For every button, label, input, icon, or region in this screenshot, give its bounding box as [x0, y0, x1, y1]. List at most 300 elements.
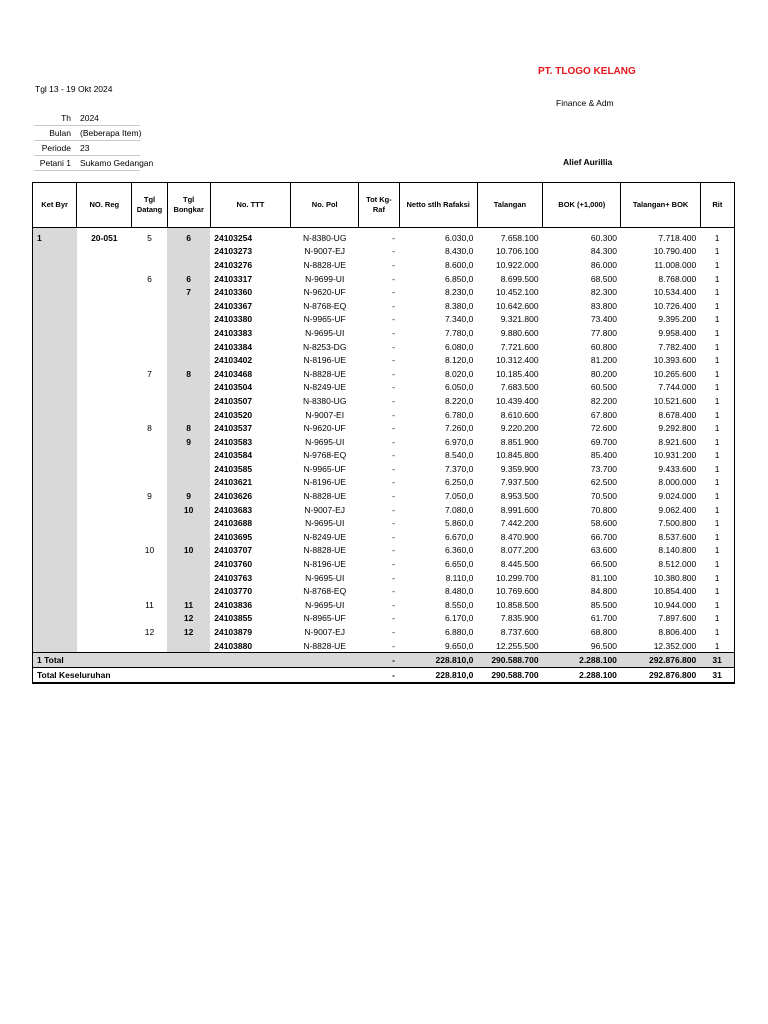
rit-cell: 1 [700, 367, 734, 381]
rit-cell: 1 [700, 394, 734, 408]
tot-kg-cell: - [392, 572, 395, 583]
netto-cell: 6.250,0 [444, 477, 474, 488]
talangan-bok-cell: 9.395.200 [658, 314, 697, 325]
no-ttt-cell: 24103504 [214, 382, 253, 393]
bok-cell: 60.800 [590, 341, 617, 352]
rit-cell: 1 [700, 625, 734, 639]
no-reg-cell [77, 326, 132, 340]
table-row [33, 394, 735, 408]
tot-kg-cell: - [392, 599, 395, 610]
table-row [33, 571, 735, 585]
talangan-bok-cell: 12.352.000 [653, 640, 697, 651]
bok-cell: 86.000 [590, 259, 617, 270]
no-reg-cell [77, 544, 132, 558]
tgl-datang-cell: 11 [145, 599, 154, 610]
no-ttt-cell: 24103584 [214, 450, 253, 461]
tgl-bongkar-cell [167, 476, 210, 490]
talangan-bok-cell: 9.433.600 [658, 463, 697, 474]
bok-cell: 68.500 [590, 273, 617, 284]
bok-cell: 85.500 [590, 599, 617, 610]
no-reg-cell [77, 435, 132, 449]
talangan-bok-cell: 7.897.600 [658, 613, 697, 624]
tgl-datang-cell: 5 [147, 232, 152, 243]
grand-total-label: Total Keseluruhan [33, 668, 359, 683]
tgl-bongkar-cell [167, 326, 210, 340]
subtotal-bok: 2.288.100 [543, 653, 621, 668]
netto-cell: 8.380,0 [444, 300, 474, 311]
tgl-bongkar-cell [167, 299, 210, 313]
table-row [33, 408, 735, 422]
talangan-bok-cell: 10.790.400 [653, 246, 697, 257]
filter-value[interactable]: 2024 [75, 111, 140, 126]
grand-total-rit: 31 [700, 668, 734, 683]
subtotal-row [33, 653, 735, 668]
talangan-bok-cell: 10.393.600 [653, 355, 697, 366]
tgl-bongkar-cell [167, 313, 210, 327]
tgl-datang-cell: 12 [144, 627, 155, 638]
no-ttt-cell: 24103317 [214, 273, 253, 284]
tgl-bongkar-cell [167, 353, 210, 367]
no-pol-cell: N-8965-UF [303, 613, 346, 624]
rit-cell: 1 [700, 381, 734, 395]
column-header: No. TTT [210, 183, 290, 228]
table-row [33, 381, 735, 395]
netto-cell: 9.650,0 [444, 640, 474, 651]
talangan-bok-cell: 10.726.400 [653, 300, 697, 311]
tgl-bongkar-cell [167, 584, 210, 598]
company-name: PT. TLOGO KELANG [538, 66, 636, 77]
no-pol-cell: N-9620-UF [303, 287, 346, 298]
netto-cell: 8.020,0 [444, 368, 474, 379]
ket-byr-cell [33, 394, 77, 408]
talangan-bok-cell: 8.806.400 [658, 627, 697, 638]
no-pol-cell: N-8249-UE [303, 382, 346, 393]
table-row [33, 258, 735, 272]
tgl-datang-cell [132, 326, 167, 340]
talangan-cell: 8.991.600 [500, 504, 539, 515]
netto-cell: 8.230,0 [444, 287, 474, 298]
talangan-cell: 7.442.200 [500, 518, 539, 529]
bok-cell: 66.700 [590, 531, 617, 542]
subtotal-netto: 228.810,0 [399, 653, 477, 668]
tgl-datang-cell [132, 503, 167, 517]
talangan-cell: 10.845.800 [496, 450, 539, 461]
bok-cell: 82.300 [590, 287, 617, 298]
rit-cell: 1 [700, 340, 734, 354]
no-reg-cell [77, 462, 132, 476]
netto-cell: 5.860,0 [444, 518, 474, 529]
bok-cell: 83.800 [590, 300, 617, 311]
rit-cell: 1 [700, 408, 734, 422]
talangan-cell: 10.642.600 [496, 300, 539, 311]
ket-byr-cell [33, 313, 77, 327]
table-row [33, 476, 735, 490]
no-ttt-cell: 24103380 [214, 314, 253, 325]
ket-byr-cell [33, 639, 77, 653]
no-ttt-cell: 24103688 [214, 518, 253, 529]
table-row [33, 272, 735, 286]
ket-byr-cell [33, 367, 77, 381]
netto-cell: 7.340,0 [444, 314, 474, 325]
tgl-bongkar-cell: 12 [167, 612, 210, 626]
talangan-bok-cell: 7.744.000 [658, 382, 697, 393]
netto-cell: 6.780,0 [444, 409, 474, 420]
no-ttt-cell: 24103583 [214, 436, 253, 447]
ket-byr-cell [33, 625, 77, 639]
tgl-bongkar-cell [167, 557, 210, 571]
no-reg-cell [77, 612, 132, 626]
talangan-cell: 8.699.500 [500, 273, 539, 284]
no-ttt-cell: 24103760 [214, 559, 253, 570]
rit-cell: 1 [700, 476, 734, 490]
talangan-cell: 8.610.600 [500, 409, 539, 420]
rit-cell: 1 [700, 462, 734, 476]
no-ttt-cell: 24103276 [214, 259, 253, 270]
tgl-datang-cell [132, 516, 167, 530]
bok-cell: 69.700 [590, 436, 617, 447]
filter-block [34, 111, 154, 171]
ket-byr-cell [33, 285, 77, 299]
tgl-datang-cell [132, 340, 167, 354]
tgl-bongkar-cell [167, 340, 210, 354]
subtotal-label: 1 Total [33, 653, 359, 668]
tgl-datang-cell: 7 [147, 368, 152, 379]
bok-cell: 70.500 [590, 491, 617, 502]
rit-cell: 1 [700, 612, 734, 626]
bok-cell: 77.800 [590, 327, 617, 338]
table-row [33, 625, 735, 639]
talangan-bok-cell: 8.768.000 [658, 273, 697, 284]
talangan-cell: 10.706.100 [496, 246, 539, 257]
filter-row-period [34, 141, 140, 156]
column-header: Talangan [477, 183, 542, 228]
talangan-bok-cell: 9.062.400 [658, 504, 697, 515]
tgl-bongkar-cell: 9 [167, 489, 210, 503]
ket-byr-cell [33, 258, 77, 272]
ket-byr-cell: 1 [33, 228, 77, 245]
ket-byr-cell [33, 516, 77, 530]
ket-byr-cell [33, 381, 77, 395]
tot-kg-cell: - [392, 504, 395, 515]
ket-byr-cell [33, 299, 77, 313]
tot-kg-cell: - [392, 627, 395, 638]
no-pol-cell: N-9965-UF [303, 314, 346, 325]
talangan-bok-cell: 8.537.600 [658, 531, 697, 542]
tot-kg-cell: - [392, 640, 395, 651]
bok-cell: 84.300 [590, 246, 617, 257]
tot-kg-cell: - [392, 382, 395, 393]
no-reg-cell [77, 299, 132, 313]
talangan-bok-cell: 9.958.400 [658, 327, 697, 338]
column-header: Tot Kg-Raf [359, 183, 399, 228]
tgl-datang-cell [132, 571, 167, 585]
tot-kg-cell: - [392, 259, 395, 270]
rit-cell: 1 [700, 544, 734, 558]
no-ttt-cell: 24103273 [214, 246, 253, 257]
talangan-bok-cell: 11.008.000 [654, 259, 697, 270]
talangan-bok-cell: 10.944.000 [653, 599, 697, 610]
tot-kg-cell: - [392, 477, 395, 488]
no-reg-cell [77, 476, 132, 490]
no-reg-cell [77, 272, 132, 286]
rit-cell: 1 [700, 503, 734, 517]
no-ttt-cell: 24103880 [214, 640, 253, 651]
no-ttt-cell: 24103695 [214, 531, 253, 542]
ket-byr-cell [33, 435, 77, 449]
tot-kg-cell: - [392, 463, 395, 474]
ket-byr-cell [33, 449, 77, 463]
bok-cell: 67.800 [590, 409, 617, 420]
tgl-datang-cell [132, 394, 167, 408]
bok-cell: 81.200 [590, 355, 617, 366]
table-row [33, 462, 735, 476]
grand-total-bok: 2.288.100 [543, 668, 621, 683]
ket-byr-cell [33, 571, 77, 585]
no-ttt-cell: 24103836 [214, 599, 253, 610]
tot-kg-cell: - [392, 273, 395, 284]
column-header: NO. Reg [77, 183, 132, 228]
no-reg-cell [77, 625, 132, 639]
payment-table [32, 182, 735, 684]
talangan-cell: 10.858.500 [496, 599, 539, 610]
ket-byr-cell [33, 421, 77, 435]
ket-byr-cell [33, 612, 77, 626]
no-ttt-cell: 24103520 [214, 409, 253, 420]
rit-cell: 1 [700, 272, 734, 286]
no-ttt-cell: 24103626 [214, 491, 253, 502]
department-label: Finance & Adm [556, 98, 614, 108]
no-ttt-cell: 24103367 [214, 300, 253, 311]
bok-cell: 81.100 [590, 572, 617, 583]
no-reg-cell [77, 313, 132, 327]
talangan-bok-cell: 10.380.800 [653, 572, 697, 583]
grand-total-talangan-bok: 292.876.800 [621, 668, 700, 683]
no-ttt-cell: 24103763 [214, 572, 253, 583]
ket-byr-cell [33, 272, 77, 286]
rit-cell: 1 [700, 530, 734, 544]
rit-cell: 1 [700, 245, 734, 259]
column-header: No. Pol [291, 183, 359, 228]
talangan-cell: 9.359.900 [500, 463, 539, 474]
no-pol-cell: N-9007-EJ [304, 504, 346, 515]
talangan-bok-cell: 10.265.600 [653, 368, 697, 379]
tgl-bongkar-cell [167, 516, 210, 530]
talangan-bok-cell: 8.512.000 [658, 559, 697, 570]
rit-cell: 1 [700, 516, 734, 530]
subtotal-rit: 31 [700, 653, 734, 668]
tgl-bongkar-cell: 10 [167, 544, 210, 558]
column-header: Talangan+ BOK [621, 183, 700, 228]
no-ttt-cell: 24103468 [214, 368, 253, 379]
talangan-cell: 8.851.900 [500, 436, 539, 447]
talangan-bok-cell: 10.854.400 [653, 586, 697, 597]
bok-cell: 58.600 [590, 518, 617, 529]
tgl-datang-cell [132, 435, 167, 449]
ket-byr-cell [33, 530, 77, 544]
column-header: Rit [700, 183, 734, 228]
no-pol-cell: N-8380-UG [302, 395, 347, 406]
netto-cell: 8.480,0 [444, 586, 474, 597]
bok-cell: 82.200 [590, 395, 617, 406]
talangan-bok-cell: 9.292.800 [658, 423, 697, 434]
netto-cell: 7.050,0 [444, 491, 474, 502]
table-header [33, 183, 735, 228]
ket-byr-cell [33, 544, 77, 558]
tgl-datang-cell [132, 612, 167, 626]
talangan-bok-cell: 10.931.200 [653, 450, 697, 461]
table-row [33, 584, 735, 598]
no-reg-cell [77, 557, 132, 571]
tgl-bongkar-cell: 8 [167, 421, 210, 435]
table-row [33, 353, 735, 367]
tot-kg-cell: - [392, 559, 395, 570]
tgl-datang-cell [132, 408, 167, 422]
tgl-datang-cell [132, 285, 167, 299]
no-reg-cell [77, 353, 132, 367]
talangan-cell: 10.452.100 [496, 287, 539, 298]
talangan-bok-cell: 7.782.400 [658, 341, 697, 352]
filter-label: Th [34, 111, 75, 126]
talangan-bok-cell: 8.921.600 [658, 436, 697, 447]
bok-cell: 80.200 [590, 368, 617, 379]
table-row [33, 228, 735, 245]
no-pol-cell: N-8196-UE [303, 477, 346, 488]
bok-cell: 60.500 [590, 382, 617, 393]
ket-byr-cell [33, 340, 77, 354]
no-ttt-cell: 24103360 [214, 287, 253, 298]
tgl-datang-cell [132, 476, 167, 490]
no-pol-cell: N-9620-UF [303, 423, 346, 434]
talangan-cell: 7.937.500 [500, 477, 539, 488]
tgl-bongkar-cell [167, 258, 210, 272]
tgl-datang-cell: 8 [147, 423, 152, 434]
tot-kg-cell: - [392, 395, 395, 406]
filter-value[interactable]: Sukamo Gedangan [75, 156, 140, 171]
tgl-datang-cell [132, 462, 167, 476]
tot-kg-cell: - [392, 341, 395, 352]
bok-cell: 62.500 [590, 477, 617, 488]
column-header: BOK (+1,000) [543, 183, 621, 228]
netto-cell: 6.170,0 [444, 613, 474, 624]
talangan-bok-cell: 9.024.000 [658, 491, 697, 502]
tgl-datang-cell [132, 557, 167, 571]
netto-cell: 7.780,0 [444, 327, 474, 338]
tot-kg-cell: - [392, 327, 395, 338]
no-ttt-cell: 24103770 [214, 586, 253, 597]
filter-value[interactable]: 23 [75, 141, 140, 156]
tgl-datang-cell: 10 [144, 545, 155, 556]
no-ttt-cell: 24103383 [214, 327, 253, 338]
subtotal-talangan: 290.588.700 [477, 653, 542, 668]
ket-byr-cell [33, 584, 77, 598]
rit-cell: 1 [700, 326, 734, 340]
no-reg-cell [77, 285, 132, 299]
no-pol-cell: N-9695-UI [305, 599, 345, 610]
tgl-bongkar-cell [167, 394, 210, 408]
filter-value[interactable]: (Beberapa Item) [75, 126, 140, 141]
rit-cell: 1 [700, 598, 734, 612]
no-reg-cell [77, 408, 132, 422]
rit-cell: 1 [700, 557, 734, 571]
tot-kg-cell: - [392, 518, 395, 529]
bok-cell: 68.800 [590, 627, 617, 638]
netto-cell: 6.080,0 [444, 341, 474, 352]
filter-label: Periode [34, 141, 75, 156]
tot-kg-cell: - [392, 586, 395, 597]
netto-cell: 6.880,0 [444, 627, 474, 638]
filter-row-month [34, 126, 140, 141]
no-reg-cell [77, 530, 132, 544]
talangan-cell: 12.255.500 [496, 640, 539, 651]
ket-byr-cell [33, 408, 77, 422]
tot-kg-cell: - [392, 409, 395, 420]
no-pol-cell: N-8196-UE [303, 355, 346, 366]
no-pol-cell: N-9007-EJ [304, 627, 346, 638]
rit-cell: 1 [700, 584, 734, 598]
netto-cell: 8.220,0 [444, 395, 474, 406]
netto-cell: 8.540,0 [444, 450, 474, 461]
tot-kg-cell: - [392, 368, 395, 379]
netto-cell: 6.650,0 [444, 559, 474, 570]
netto-cell: 6.670,0 [444, 531, 474, 542]
tot-kg-cell: - [392, 300, 395, 311]
ket-byr-cell [33, 326, 77, 340]
grand-total-talangan: 290.588.700 [477, 668, 542, 683]
rit-cell: 1 [700, 489, 734, 503]
table-row [33, 285, 735, 299]
talangan-bok-cell: 8.140.800 [658, 545, 697, 556]
tgl-bongkar-cell: 9 [167, 435, 210, 449]
talangan-cell: 8.445.500 [500, 559, 539, 570]
netto-cell: 8.550,0 [444, 599, 474, 610]
no-pol-cell: N-8380-UG [302, 232, 347, 243]
subtotal-talangan-bok: 292.876.800 [621, 653, 700, 668]
talangan-bok-cell: 8.000.000 [658, 477, 697, 488]
table-row [33, 544, 735, 558]
column-header: Tgl Bongkar [167, 183, 210, 228]
talangan-cell: 9.220.200 [500, 423, 539, 434]
no-ttt-cell: 24103879 [214, 627, 253, 638]
no-ttt-cell: 24103402 [214, 355, 253, 366]
ket-byr-cell [33, 503, 77, 517]
tot-kg-cell: - [392, 232, 395, 243]
netto-cell: 6.030,0 [444, 232, 474, 243]
tgl-bongkar-cell [167, 462, 210, 476]
filter-label: Bulan [34, 126, 75, 141]
tgl-datang-cell [132, 639, 167, 653]
tgl-bongkar-cell [167, 408, 210, 422]
no-pol-cell: N-8768-EQ [303, 300, 347, 311]
no-reg-cell [77, 245, 132, 259]
tgl-bongkar-cell [167, 449, 210, 463]
talangan-bok-cell: 8.678.400 [658, 409, 697, 420]
tgl-bongkar-cell: 6 [167, 272, 210, 286]
tgl-bongkar-cell: 6 [167, 228, 210, 245]
no-reg-cell [77, 340, 132, 354]
ket-byr-cell [33, 245, 77, 259]
ket-byr-cell [33, 476, 77, 490]
no-ttt-cell: 24103585 [214, 463, 253, 474]
netto-cell: 8.600,0 [444, 259, 474, 270]
no-pol-cell: N-8828-UE [303, 368, 346, 379]
no-reg-cell [77, 489, 132, 503]
talangan-cell: 8.953.500 [500, 491, 539, 502]
netto-cell: 8.120,0 [444, 355, 474, 366]
no-pol-cell: N-8828-UE [303, 259, 346, 270]
tgl-datang-cell: 6 [147, 273, 152, 284]
table-row [33, 313, 735, 327]
tgl-bongkar-cell: 8 [167, 367, 210, 381]
